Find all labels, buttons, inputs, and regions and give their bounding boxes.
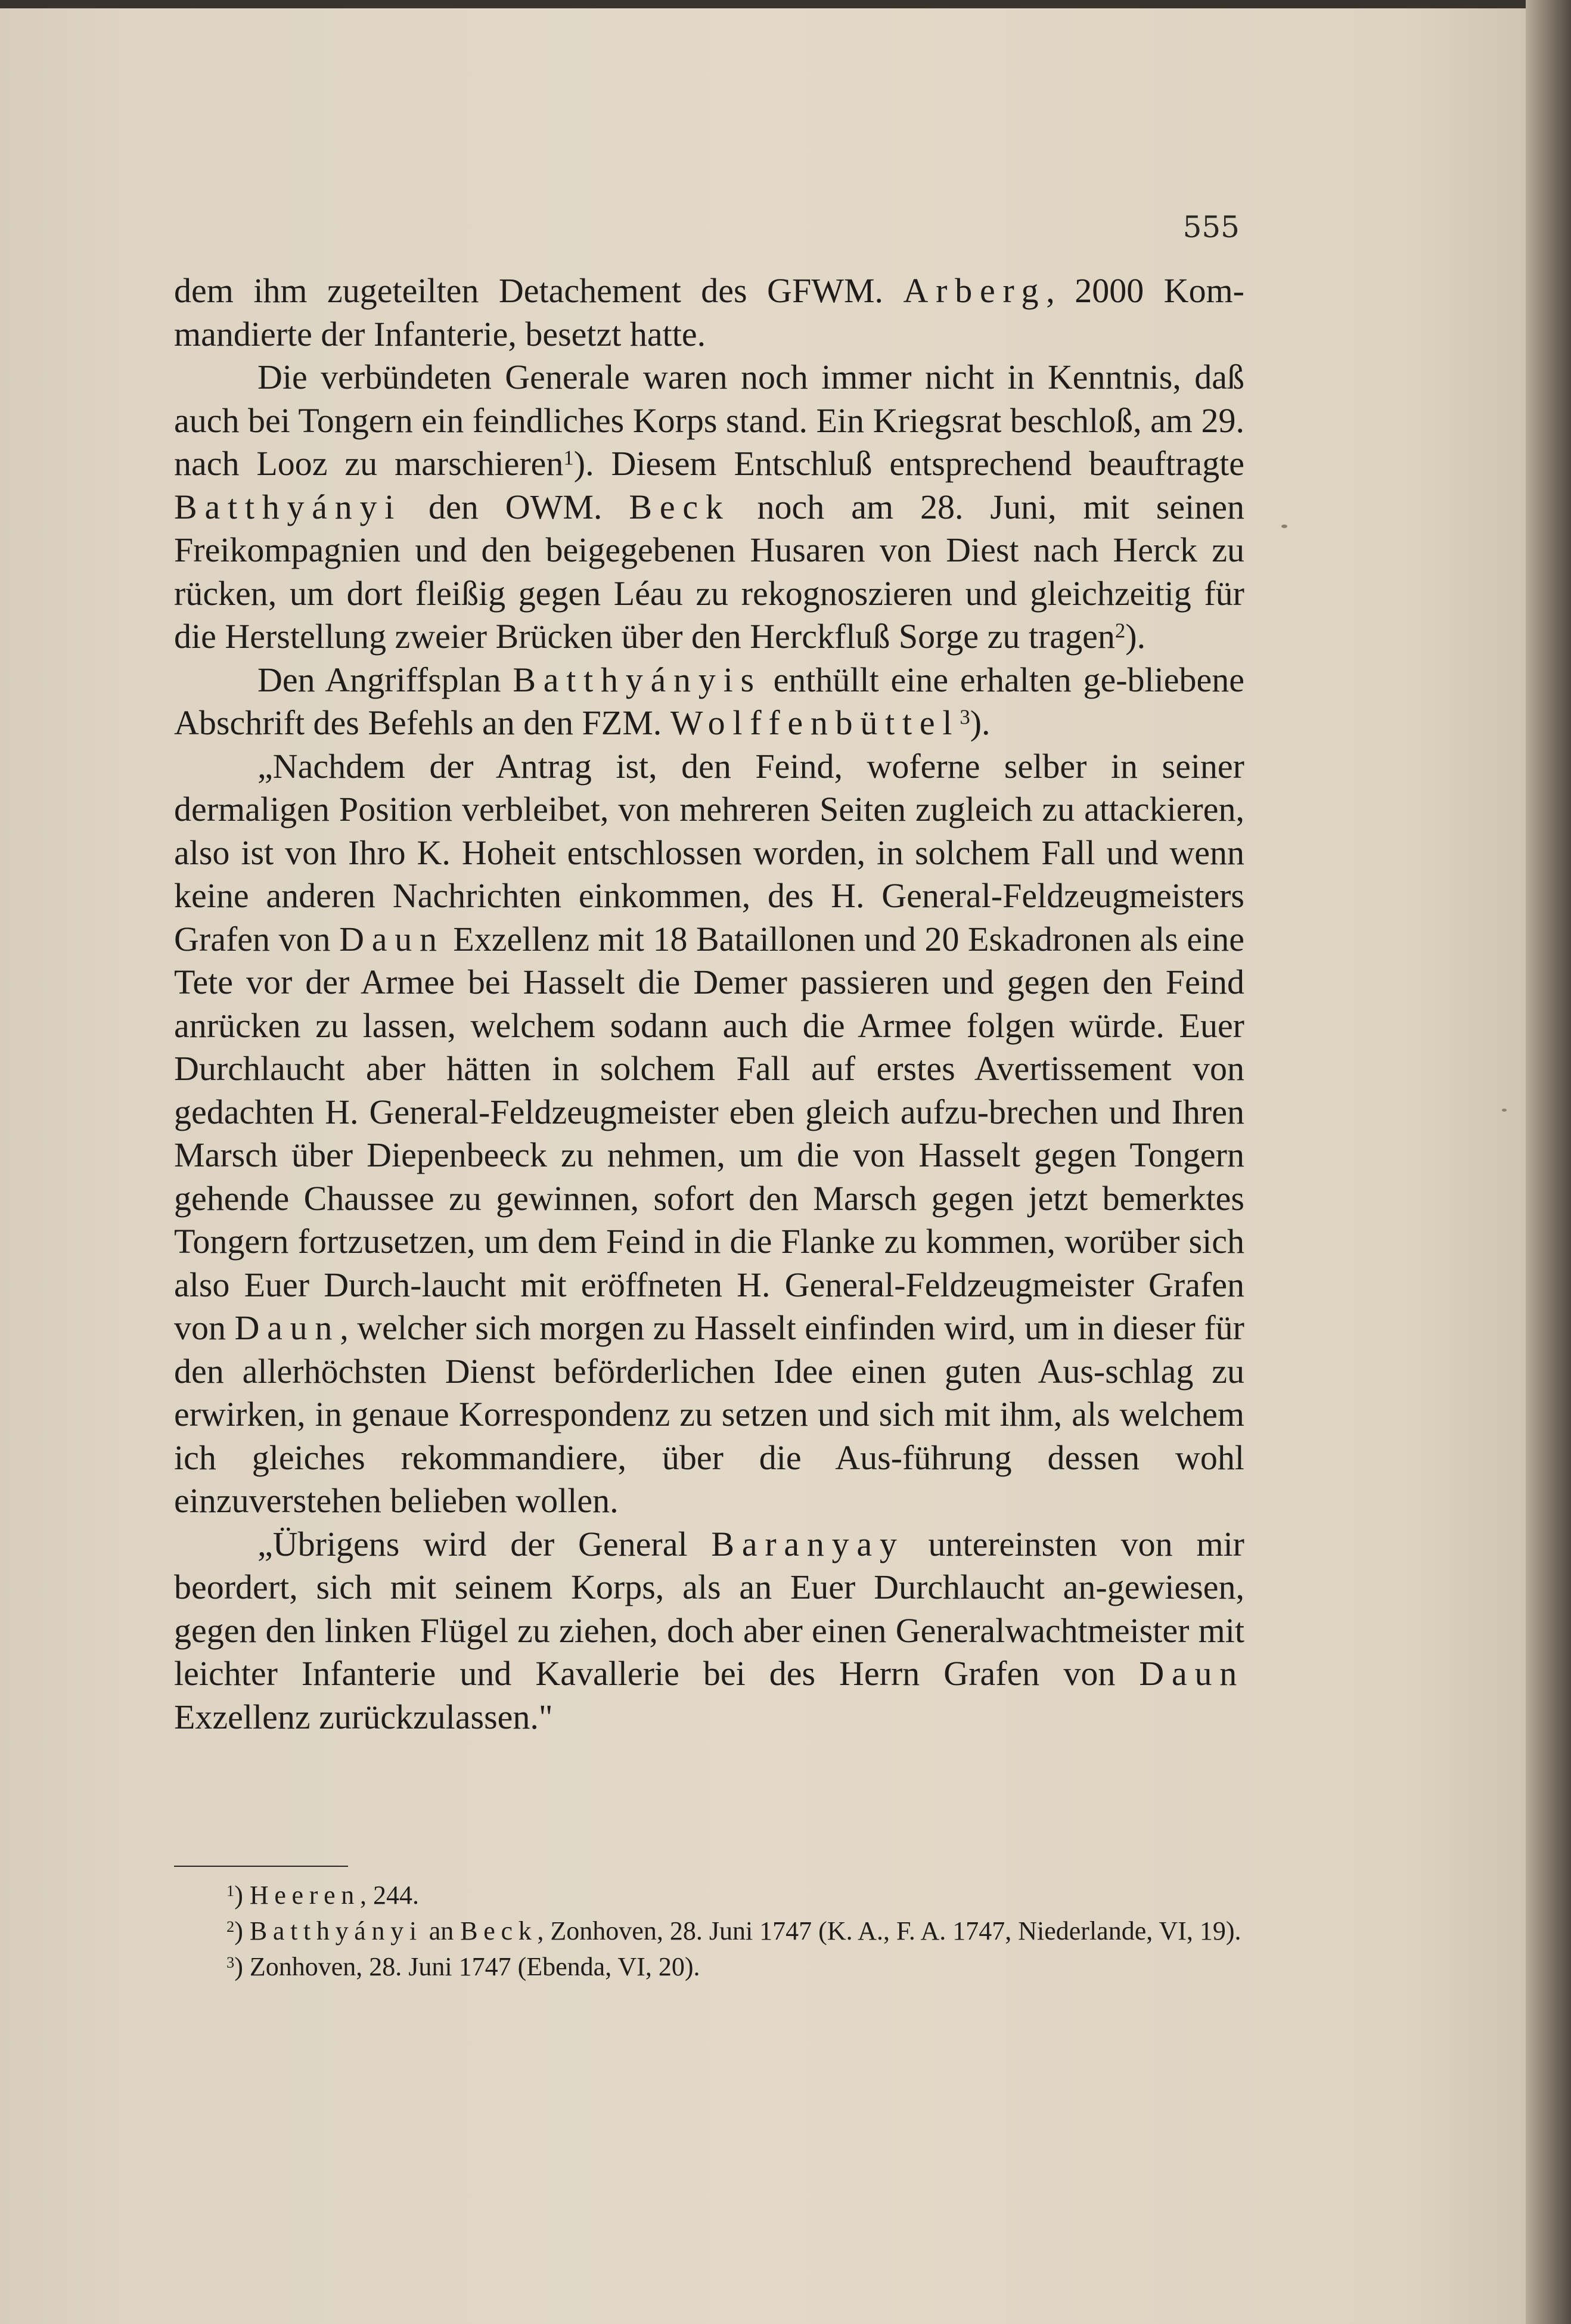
scan-right-edge — [1526, 0, 1571, 2324]
text-run: enthüllt eine erhalten ge-bliebene Abschrift des Befehls an den FZM. — [174, 660, 1244, 742]
footnote-ref-3: 3 — [960, 705, 970, 729]
paragraph-4-quote — [174, 745, 1244, 1523]
footnote-1: $^1$) Heeren, 244. — [226, 1881, 419, 1910]
text-run: , welcher sich morgen zu Hasselt einfinden wird, um in dieser für den allerhöchsten Dienst beförderlichen Idee einen guten Aus-schlag zu erwirken, in genaue Korrespondenz zu setzen und sich mit ihm, als welchem ich gleiches rekommandiere, über die Aus-führung dessen wohl einzuverstehen belieben wollen. — [174, 1308, 1245, 1520]
paragraph-2 — [174, 356, 1244, 659]
spaced-name-beck: Beck — [629, 487, 731, 526]
text-run: Den Angriffsplan — [257, 660, 513, 699]
text-run: untereinsten von mir beordert, sich mit seinem Korps, als an Euer Durchlaucht an-gewiesen, gegen den linken Flügel zu ziehen, doch aber einen Generalwachtmeister mit leichter Infanterie und Kavallerie bei des Herrn Grafen von — [174, 1524, 1244, 1693]
text-run: , 2000 Kom-mandierte der Infanterie, besetzt hatte. — [174, 271, 1244, 353]
scan-top-edge — [0, 0, 1526, 8]
footnote-divider — [174, 1866, 348, 1867]
paragraph-3 — [174, 659, 1244, 745]
text-run: „Nachdem der Antrag ist, den Feind, woferne selber in seiner dermaligen Position verbleibet, von mehreren Seiten zugleich zu attackieren, also ist von Ihro K. Hoheit entschlossen worden, in solchem Fall und wenn keine anderen Nachrichten einkommen, des H. General-Feldzeugmeisters Grafen von — [174, 746, 1244, 958]
text-run: Exzellenz zurückzulassen." — [174, 1697, 553, 1736]
page-number: 555 — [1182, 210, 1240, 244]
main-text — [174, 269, 1244, 1739]
text-run: an — [422, 1916, 461, 1946]
spaced-name-batthyanyi: Batthyányi — [174, 487, 402, 526]
text-run: ). — [970, 703, 991, 742]
text-run: noch am 28. Juni, mit seinen Freikompagnien und den beigegebenen Husaren von Diest nach Herck zu rücken, um dort fleißig gegen Léau zu rekognoszieren und gleichzeitig für die Herstellung zweier Brücken über den Herckfluß Sorge zu tragen — [174, 487, 1244, 656]
text-run: , Zonhoven, 28. Juni 1747 (K. A., F. A. 1747, Niederlande, VI, 19). — [537, 1916, 1241, 1946]
text-run: Die verbündeten Generale waren noch immer nicht in Kenntnis, daß auch bei Tongern ein feindliches Korps stand. Ein Kriegsrat beschloß, am 29. nach Looz zu marschieren — [174, 358, 1244, 483]
text-run: Zonhoven, 28. Juni 1747 (Ebenda, VI, 20). — [249, 1952, 700, 1981]
text-run: , 244. — [359, 1881, 419, 1910]
footnote-2: $^2$) Batthyányi an Beck, Zonhoven, 28. Juni 1747 (K. A., F. A. 1747, Niederlande, VI, 19). — [226, 1916, 1241, 1946]
footnote-mark: 3 — [226, 1953, 235, 1971]
spaced-name-daun: Daun — [1139, 1654, 1244, 1693]
footnote-mark: 2 — [226, 1917, 235, 1935]
spaced-name-beck: Beck — [460, 1916, 538, 1946]
footnotes — [174, 1878, 1244, 1985]
spaced-name-arberg: Arberg — [903, 271, 1047, 310]
paragraph-1 — [174, 269, 1244, 356]
text-run: den OWM. — [402, 487, 629, 526]
spaced-name-daun: Daun — [339, 919, 445, 958]
text-run: dem ihm zugeteilten Detachement des GFWM. — [174, 271, 904, 310]
spaced-name-daun: Daun — [234, 1308, 340, 1347]
footnote-mark: 1 — [226, 1881, 235, 1900]
text-run: ). — [1125, 617, 1146, 656]
paragraph-5-quote — [174, 1523, 1244, 1739]
spaced-name-heeren: Heeren — [249, 1881, 360, 1910]
spaced-name-batthyanyi: Batthyányi — [249, 1916, 423, 1946]
paper-speck — [1281, 525, 1287, 528]
footnote-ref-1: 1 — [563, 446, 574, 470]
footnote-ref-2: 2 — [1114, 619, 1126, 643]
spaced-name-batthyanyis: Batthyányis — [513, 660, 762, 699]
text-run: Exzellenz mit 18 Bataillonen und 20 Eskadronen als eine Tete vor der Armee bei Hasselt die Demer passieren und gegen den Feind anrücken zu lassen, welchem sodann auch die Armee folgen würde. Euer Durchlaucht aber hätten in solchem Fall auf erstes Avertissement von gedachten H. General-Feldzeugmeister eben gleich aufzu-brechen und Ihren Marsch über Diepenbeeck zu nehmen, um die von Hasselt gegen Tongern gehende Chaussee zu gewinnen, sofort den Marsch gegen jetzt bemerktes Tongern fortzusetzen, um dem Feind in die Flanke zu kommen, worüber sich also Euer Durch-laucht mit eröffneten H. General-Feldzeugmeister Grafen von — [174, 919, 1244, 1347]
text-run: ). Diesem Entschluß entsprechend beauftragte — [573, 444, 1244, 483]
paper-speck — [1502, 1109, 1507, 1112]
spaced-name-baranyay: Baranyay — [711, 1524, 905, 1563]
text-run: „Übrigens wird der General — [257, 1524, 712, 1563]
spaced-name-wolffenbuettel: Wolffenbüttel — [670, 703, 960, 742]
footnote-3: $^3$) Zonhoven, 28. Juni 1747 (Ebenda, VI, 20). — [226, 1952, 700, 1981]
